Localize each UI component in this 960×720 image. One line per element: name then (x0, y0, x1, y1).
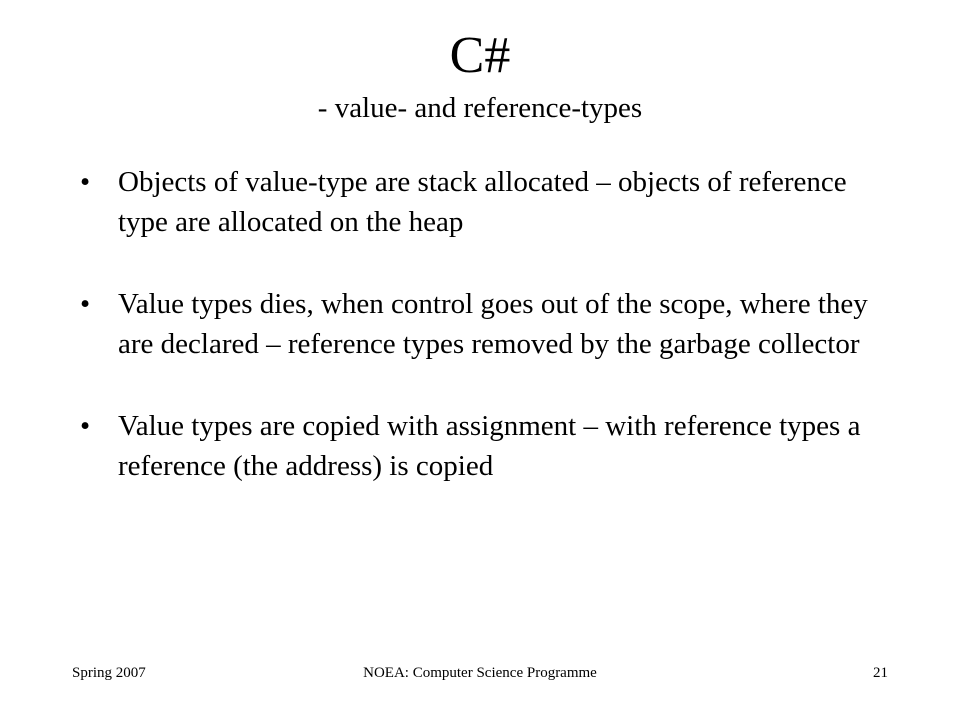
bullet-text: Value types dies, when control goes out of the scope, where they are declared – reference types removed by the garbage collector (118, 288, 868, 360)
bullet-list (80, 162, 880, 486)
bullet-text: Value types are copied with assignment – with reference types a reference (the address) is copied (118, 410, 861, 482)
bullet-text: Objects of value-type are stack allocated – objects of reference type are allocated on the heap (118, 166, 847, 238)
bullet-item (80, 284, 880, 364)
footer-page-number: 21 (873, 665, 888, 681)
footer-date: Spring 2007 (72, 665, 146, 681)
bullet-dot-icon: • (80, 410, 91, 442)
bullet-dot-icon: • (80, 166, 91, 198)
slide-title: C# (449, 27, 511, 84)
bullet-dot-icon: • (80, 288, 91, 320)
footer-organization: NOEA: Computer Science Programme (363, 665, 597, 681)
slide-subtitle: - value- and reference-types (317, 92, 643, 124)
bullet-item (80, 162, 880, 242)
title-block (0, 26, 960, 126)
bullet-item (80, 406, 880, 486)
